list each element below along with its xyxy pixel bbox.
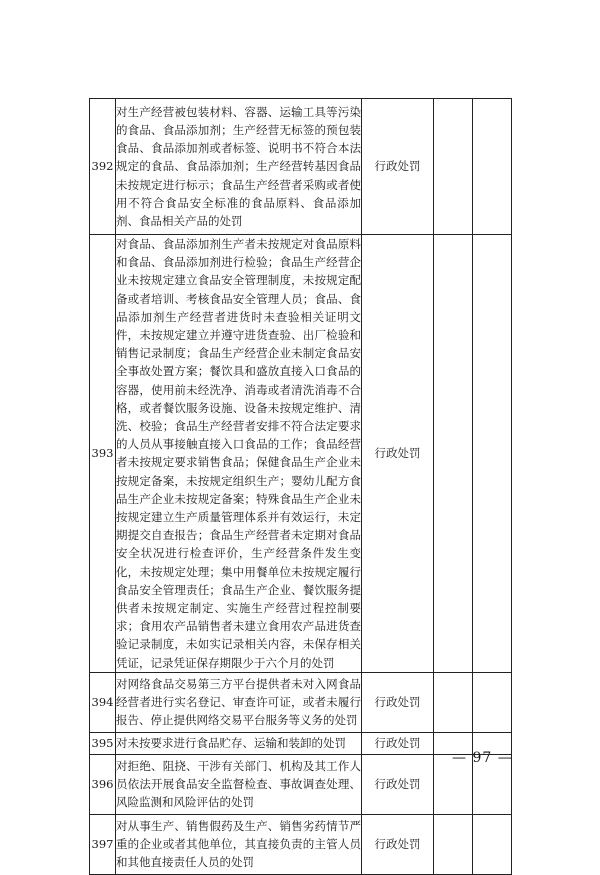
item-name: 对食品、食品添加剂生产者未按规定对食品原料和食品、食品添加剂进行检验；食品生产经营企业未按规定建立食品安全管理制度，未按规定配备或者培训、考核食品安全管理人员；食品、食品添加剂生产经营者进货时未查验相关证明文件，未按规定建立并遵守进货查验、出厂检验和销售记录制度；食品生产经营企业未制定食品安全事故处置方案；餐饮具和盛放直接入口食品的容器，使用前未经洗净、消毒或者清洗消毒不合格，或者餐饮服务设施、设备未按规定维护、清洗、校验；食品生产经营者安排不符合法定要求的人员从事接触直接入口食品的工作；食品经营者未按规定要求销售食品；保健食品生产企业未按规定备案，未按规定组织生产；婴幼儿配方食品生产企业未按规定备案；特殊食品生产企业未按规定建立生产质量管理体系并有效运行，未定期提交自查报告；食品生产经营者未定期对食品安全状况进行检查评价，生产经营条件发生变化，未按规定处理；集中用餐单位未按规定履行食品安全管理责任；食品生产企业、餐饮服务提供者未按规定制定、实施生产经营过程控制要求；食用农产品销售者未建立食用农产品进货查验记录制度，未如实记录相关内容，未保存相关凭证，记录凭证保存期限少于六个月的处罚 bbox=[116, 235, 362, 673]
item-name: 对生产经营被包装材料、容器、运输工具等污染的食品、食品添加剂；生产经营无标签的预包装食品、食品添加剂或者标签、说明书不符合本法规定的食品、食品添加剂；生产经营转基因食品未按规定进行标示；食品生产经营者采购或者使用不符合食品安全标准的食品原料、食品添加剂、食品相关产品的处罚 bbox=[116, 99, 362, 235]
table-row bbox=[90, 814, 512, 874]
empty-cell bbox=[473, 814, 512, 874]
item-number: 392 bbox=[90, 99, 116, 235]
empty-cell bbox=[434, 235, 473, 673]
table-row bbox=[90, 672, 512, 732]
item-type: 行政处罚 bbox=[362, 754, 434, 814]
empty-cell bbox=[473, 672, 512, 732]
administrative-power-table bbox=[89, 98, 512, 875]
item-name: 对未按要求进行食品贮存、运输和装卸的处罚 bbox=[116, 732, 362, 754]
empty-cell bbox=[434, 814, 473, 874]
item-type: 行政处罚 bbox=[362, 814, 434, 874]
table-row bbox=[90, 99, 512, 235]
page-number: — 97 — bbox=[452, 750, 513, 766]
table-row bbox=[90, 235, 512, 673]
item-number: 396 bbox=[90, 754, 116, 814]
item-name: 对拒绝、阻挠、干涉有关部门、机构及其工作人员依法开展食品安全监督检查、事故调查处理、风险监测和风险评估的处罚 bbox=[116, 754, 362, 814]
empty-cell bbox=[434, 672, 473, 732]
empty-cell bbox=[473, 235, 512, 673]
item-name: 对网络食品交易第三方平台提供者未对入网食品经营者进行实名登记、审查许可证，或者未履行报告、停止提供网络交易平台服务等义务的处罚 bbox=[116, 672, 362, 732]
item-number: 393 bbox=[90, 235, 116, 673]
item-number: 395 bbox=[90, 732, 116, 754]
item-number: 394 bbox=[90, 672, 116, 732]
item-type: 行政处罚 bbox=[362, 732, 434, 754]
item-number: 397 bbox=[90, 814, 116, 874]
item-type: 行政处罚 bbox=[362, 672, 434, 732]
empty-cell bbox=[434, 99, 473, 235]
item-type: 行政处罚 bbox=[362, 235, 434, 673]
empty-cell bbox=[473, 99, 512, 235]
table-row bbox=[90, 732, 512, 754]
item-type: 行政处罚 bbox=[362, 99, 434, 235]
item-name: 对从事生产、销售假药及生产、销售劣药情节严重的企业或者其他单位，其直接负责的主管人员和其他直接责任人员的处罚 bbox=[116, 814, 362, 874]
table-row bbox=[90, 754, 512, 814]
